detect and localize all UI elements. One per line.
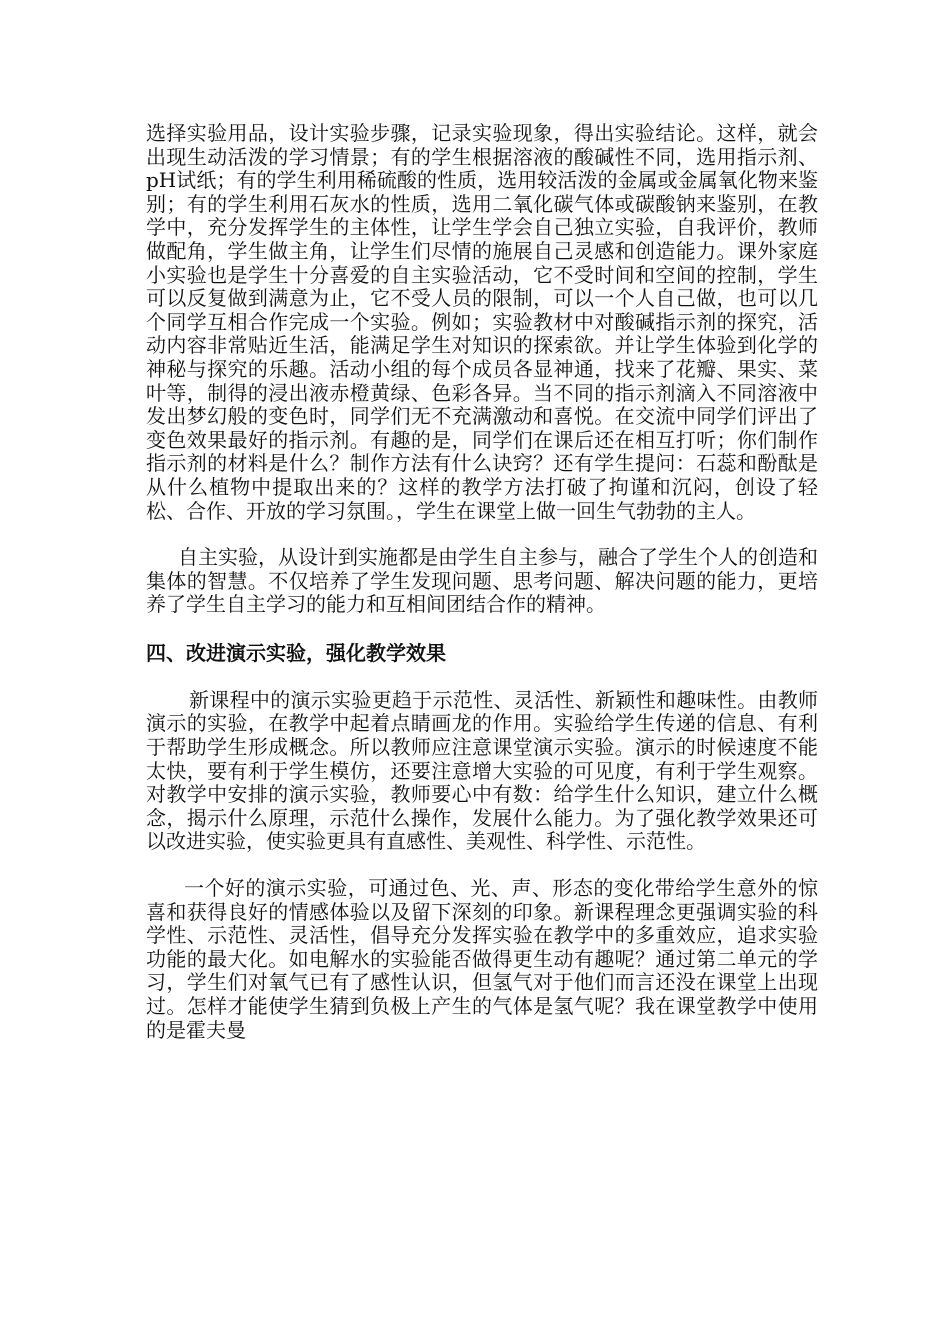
body-paragraph: 自主实验，从设计到实施都是由学生自主参与，融合了学生个人的创造和集体的智慧。不仅培养了学生发现问题、思考问题、解决问题的能力，更培养了学生自主学习的能力和互相间团结合作的精神。 [146,545,818,617]
body-paragraph: 一个好的演示实验，可通过色、光、声、形态的变化带给学生意外的惊喜和获得良好的情感体验以及留下深刻的印象。新课程理念更强调实验的科学性、示范性、灵活性，倡导充分发挥实验在教学中的多重效应，追求实验功能的最大化。如电解水的实验能否做得更生动有趣呢？通过第二单元的学习，学生们对氧气已有了感性认识，但氢气对于他们而言还没在课堂上出现过。怎样才能使学生猜到负极上产生的气体是氢气呢？我在课堂教学中使用的是霍夫曼 [146,876,818,1042]
body-paragraph: 选择实验用品，设计实验步骤，记录实验现象，得出实验结论。这样，就会出现生动活泼的学习情景；有的学生根据溶液的酸碱性不同，选用指示剂、pH试纸；有的学生利用稀硫酸的性质，选用较活泼的金属或金属氧化物来鉴别；有的学生利用石灰水的性质，选用二氧化碳气体或碳酸钠来鉴别，在教学中，充分发挥学生的主体性，让学生学会自己独立实验，自我评价，教师做配角，学生做主角，让学生们尽情的施展自己灵感和创造能力。课外家庭小实验也是学生十分喜爱的自主实验活动，它不受时间和空间的控制，学生可以反复做到满意为止，它不受人员的限制，可以一个人自己做，也可以几个同学互相合作完成一个实验。例如；实验教材中对酸碱指示剂的探究，活动内容非常贴近生活，能满足学生对知识的探索欲。并让学生体验到化学的神秘与探究的乐趣。活动小组的每个成员各显神通，找来了花瓣、果实、菜叶等，制得的浸出液赤橙黄绿、色彩各异。当不同的指示剂滴入不同溶液中发出梦幻般的变色时，同学们无不充满激动和喜悦。在交流中同学们评出了变色效果最好的指示剂。有趣的是，同学们在课后还在相互打听；你们制作指示剂的材料是什么？制作方法有什么诀窍？还有学生提问：石蕊和酚酞是从什么植物中提取出来的？这样的教学方法打破了拘谨和沉闷，创设了轻松、合作、开放的学习氛围。，学生在课堂上做一回生气勃勃的主人。 [146,121,818,523]
body-paragraph: 新课程中的演示实验更趋于示范性、灵活性、新颖性和趣味性。由教师演示的实验，在教学中起着点睛画龙的作用。实验给学生传递的信息、有利于帮助学生形成概念。所以教师应注意课堂演示实验。演示的时候速度不能太快，要有利于学生模仿，还要注意增大实验的可见度，有利于学生观察。对教学中安排的演示实验，教师要心中有数：给学生什么知识，建立什么概念，揭示什么原理，示范什么操作，发展什么能力。为了强化教学效果还可以改进实验，使实验更具有直感性、美观性、科学性、示范性。 [146,687,818,854]
section-heading: 四、改进演示实验，强化教学效果 [146,640,446,665]
document-page [146,122,818,1042]
